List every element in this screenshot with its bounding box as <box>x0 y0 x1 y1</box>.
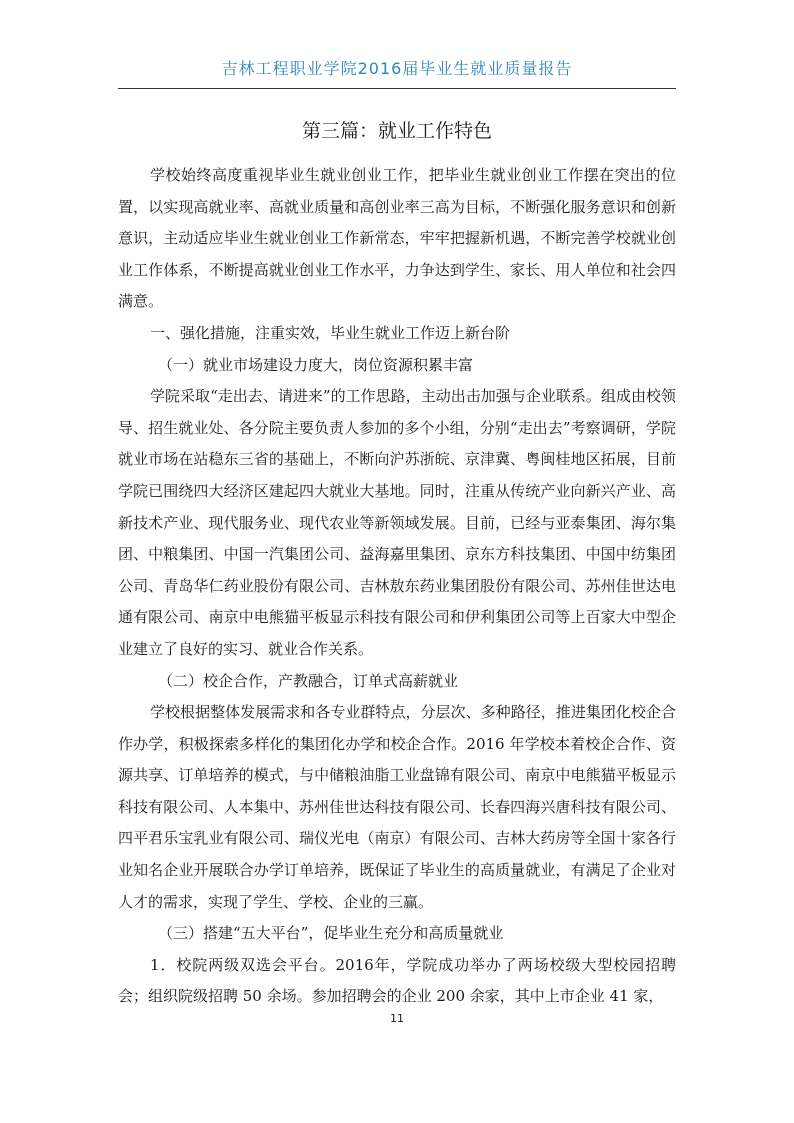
section-title: 第三篇：就业工作特色 <box>301 120 492 142</box>
page-number: 11 <box>390 1012 404 1025</box>
header-divider <box>118 88 676 89</box>
paragraph: 学校根据整体发展需求和各专业群特点，分层次、多种路径，推进集团化校企合作办学，积极探索多样化的集团化办学和校企合作。2016 年学校本着校企合作、资源共享、订单培养的模式，与中储粮油脂工业盘锦有限公司、南京中电熊猫平板显示科技有限公司、人本集中、苏州佳世达科技有限公司、长春四海兴唐科技有限公司、四平君乐宝乳业有限公司、瑞仪光电（南京）有限公司、吉林大药房等全国十家各行业知名企业开展联合办学订单培养，既保证了毕业生的高质量就业，有满足了企业对人才的需求，实现了学生、学校、企业的三赢。 <box>118 703 676 911</box>
body-text <box>118 160 676 1013</box>
subsection-heading: （三）搭建“五大平台”，促毕业生充分和高质量就业 <box>158 924 504 943</box>
section-heading: 一、强化措施，注重实效，毕业生就业工作迈上新台阶 <box>150 323 511 342</box>
paragraph: 学院采取“走出去、请进来”的工作思路，主动出击加强与企业联系。组成由校领导、招生就业处、各分院主要负责人参加的多个小组，分别“走出去”考察调研，学院就业市场在站稳东三省的基础上，不断向沪苏浙皖、京津冀、粤闽桂地区拓展，目前学院已围绕四大经济区建起四大就业大基地。同时，注重从传统产业向新兴产业、高新技术产业、现代服务业、现代农业等新领域发展。目前，已经与亚泰集团、海尔集团、中粮集团、中国一汽集团公司、益海嘉里集团、京东方科技集团、中国中纺集团公司、青岛华仁药业股份有限公司、吉林敖东药业集团股份有限公司、苏州佳世达电通有限公司、南京中电熊猫平板显示科技有限公司和伊利集团公司等上百家大中型企业建立了良好的实习、就业合作关系。 <box>118 387 676 658</box>
paragraph: 1．校院两级双选会平台。2016年，学院成功举办了两场校级大型校园招聘会；组织院级招聘 50 余场。参加招聘会的企业 200 余家，其中上市企业 41 家， <box>118 955 676 1006</box>
running-header: 吉林工程职业学院2016届毕业生就业质量报告 <box>221 59 573 78</box>
paragraph: 学校始终高度重视毕业生就业创业工作，把毕业生就业创业工作摆在突出的位置，以实现高就业率、高就业质量和高创业率三高为目标，不断强化服务意识和创新意识，主动适应毕业生就业创业工作新常态，牢牢把握新机遇，不断完善学校就业创业工作体系，不断提高就业创业工作水平，力争达到学生、家长、用人单位和社会四满意。 <box>118 166 676 311</box>
subsection-heading: （二）校企合作，产教融合，订单式高薪就业 <box>158 671 459 690</box>
subsection-heading: （一）就业市场建设力度大，岗位资源积累丰富 <box>158 355 474 374</box>
